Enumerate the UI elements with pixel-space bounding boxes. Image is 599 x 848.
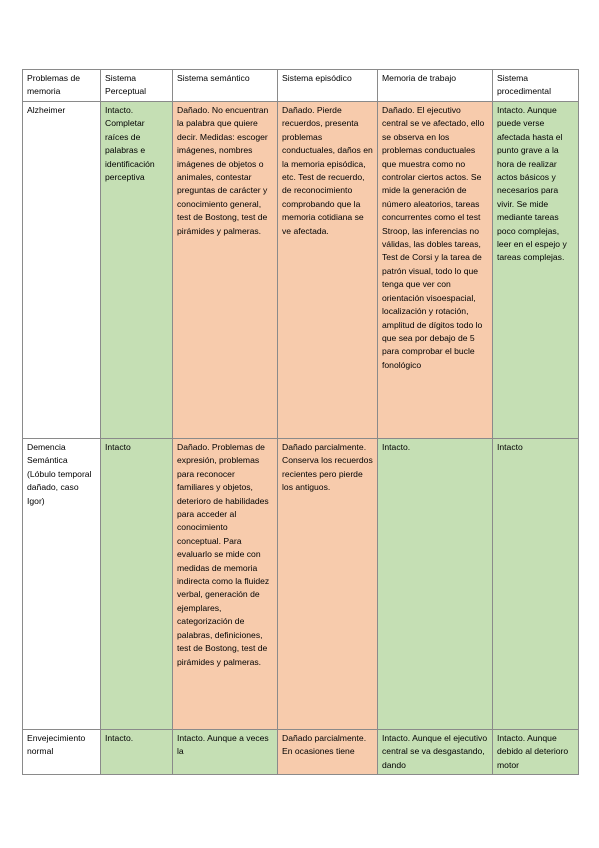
table-cell: Intacto. Aunque puede verse afectada hasta el punto grave a la hora de realizar actos básicos y necesarios para vivir. Se mide mediante tareas poco complejas, leer en el espejo y tareas complejas. bbox=[493, 102, 579, 439]
row-label: Envejecimiento normal bbox=[23, 730, 101, 775]
table-cell: Intacto bbox=[493, 439, 579, 730]
table-cell: Intacto. Aunque el ejecutivo central se va desgastando, dando bbox=[378, 730, 493, 775]
table-cell: Intacto. Aunque debido al deterioro motor bbox=[493, 730, 579, 775]
table-row bbox=[23, 439, 579, 730]
table-cell: Dañado. No encuentran la palabra que quiere decir. Medidas: escoger imágenes, nombres imágenes de objetos o animales, contestar preguntas de carácter y conocimiento general, test de Bostong, test de pirámides y palmeras. bbox=[173, 102, 278, 439]
memory-systems-table bbox=[22, 69, 579, 775]
table-cell: Intacto. Aunque a veces la bbox=[173, 730, 278, 775]
header-perceptual: Sistema Perceptual bbox=[101, 70, 173, 102]
table-row bbox=[23, 730, 579, 775]
row-label: Demencia Semántica (Lóbulo temporal dañado, caso Igor) bbox=[23, 439, 101, 730]
table-cell: Intacto. bbox=[101, 730, 173, 775]
header-procedimental: Sistema procedimental bbox=[493, 70, 579, 102]
header-trabajo: Memoria de trabajo bbox=[378, 70, 493, 102]
table-cell: Dañado parcialmente. Conserva los recuerdos recientes pero pierde los antiguos. bbox=[278, 439, 378, 730]
table-row bbox=[23, 102, 579, 439]
table-cell: Dañado parcialmente. En ocasiones tiene bbox=[278, 730, 378, 775]
table-cell: Dañado. El ejecutivo central se ve afectado, ello se observa en los problemas conductuales que muestra como no controlar ciertos actos. Se mide la generación de número aleatorios, tareas concurrentes como el test Stroop, las inferencias no válidas, las dobles tareas, Test de Corsi y la tarea de patrón visual, todo lo que tenga que ver con orientación visoespacial, localización y rotación, amplitud de dígitos todo lo que sea por debajo de 5 para comprobar el bucle fonológico bbox=[378, 102, 493, 439]
header-semantico: Sistema semántico bbox=[173, 70, 278, 102]
row-label: Alzheimer bbox=[23, 102, 101, 439]
table-cell: Intacto. bbox=[378, 439, 493, 730]
header-episodico: Sistema episódico bbox=[278, 70, 378, 102]
table-cell: Dañado. Problemas de expresión, problemas para reconocer familiares y objetos, deterioro de habilidades para acceder al conocimiento conceptual. Para evaluarlo se mide con medidas de memoria indirecta como la fluidez verbal, generación de ejemplares, categorización de palabras, definiciones, test de Bostong, test de pirámides y palmeras. bbox=[173, 439, 278, 730]
table-cell: Intacto bbox=[101, 439, 173, 730]
table-cell: Dañado. Pierde recuerdos, presenta problemas conductuales, daños en la memoria episódica, etc. Test de recuerdo, de reconocimiento comprobando que la memoria cotidiana se ve afectada. bbox=[278, 102, 378, 439]
header-row bbox=[23, 70, 579, 102]
header-problemas: Problemas de memoria bbox=[23, 70, 101, 102]
table-cell: Intacto. Completar raíces de palabras e identificación perceptiva bbox=[101, 102, 173, 439]
